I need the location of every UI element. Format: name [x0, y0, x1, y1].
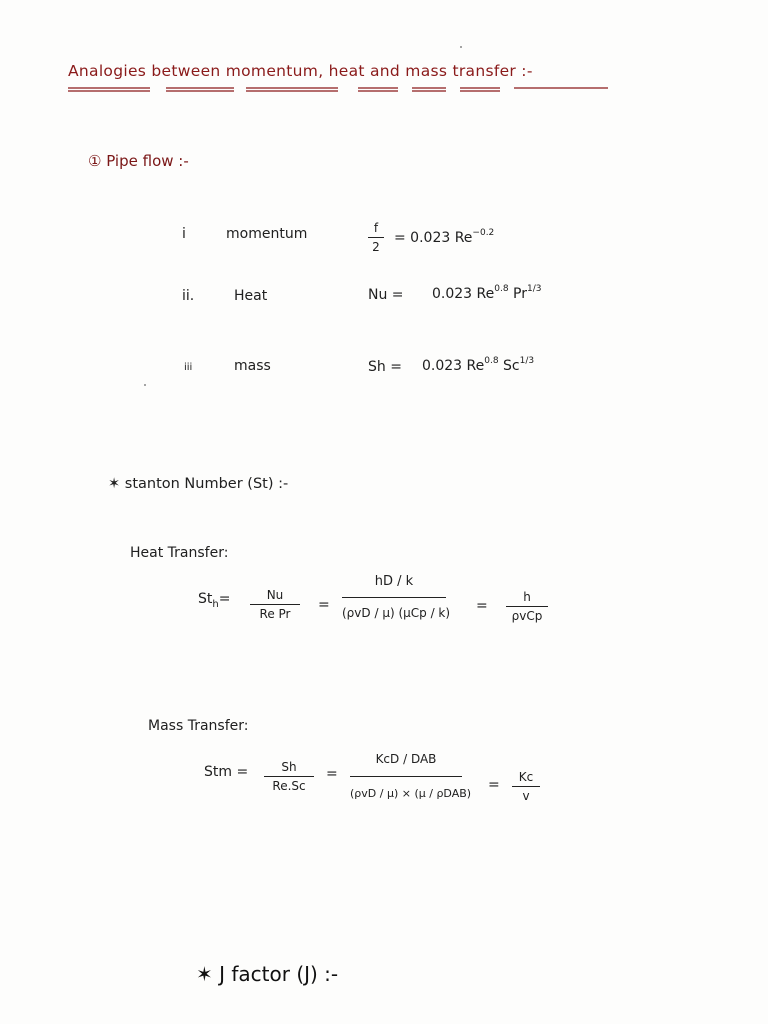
ink-dot: [460, 46, 462, 48]
nu-lhs: Nu =: [368, 287, 404, 303]
resc-denominator: Re.Sc: [272, 779, 306, 793]
stm-lhs: Stm =: [204, 764, 249, 780]
mass-transfer-label: Mass Transfer:: [148, 718, 249, 734]
f-over-2-fraction: [368, 221, 384, 254]
hd-over-k-fraction: [342, 574, 451, 620]
mass-sc-exponent: 1/3: [519, 356, 535, 366]
mass-equation: [422, 358, 534, 374]
st-h-lhs: [198, 591, 230, 610]
hd-k-numerator: hD / k: [374, 574, 414, 589]
sh-numerator: Sh: [281, 760, 297, 774]
stanton-number-heading: ✶ stanton Number (St) :-: [108, 476, 289, 492]
row-1-number: i: [182, 226, 186, 242]
fraction-bar: [512, 786, 540, 787]
nu-over-re-pr: [250, 588, 300, 621]
v-denominator: v: [522, 789, 530, 803]
h-numerator: h: [523, 590, 531, 604]
nu-numerator: Nu: [266, 588, 284, 602]
st-subscript: h: [212, 598, 219, 610]
st-equals: =: [218, 591, 231, 607]
j-factor-heading: ✶ J factor (J) :-: [196, 962, 339, 986]
st-symbol: St: [198, 591, 213, 607]
momentum-exponent: −0.2: [472, 228, 495, 238]
kcd-over-dab-fraction: [350, 752, 472, 800]
heat-pr: Pr: [513, 286, 527, 302]
kc-numerator: Kc: [518, 770, 534, 784]
h-over-rvcp: [506, 590, 548, 623]
rvd-dab-denominator: (ρvD / μ) × (μ / ρDAB): [350, 787, 472, 800]
fraction-bar: [368, 237, 384, 238]
heat-transfer-label: Heat Transfer:: [130, 545, 229, 561]
fraction-numerator: f: [373, 221, 379, 235]
title-underline: [68, 86, 608, 94]
ink-dot: [144, 384, 146, 386]
kc-over-v: [512, 770, 540, 803]
fraction-bar: [350, 776, 462, 777]
mass-eq-text: 0.023 Re: [422, 358, 485, 374]
sh-over-resc: [264, 760, 314, 793]
row-2-label: Heat: [234, 288, 268, 304]
page-title: Analogies between momentum, heat and mass transfer :-: [68, 62, 533, 80]
rvcp-denominator: ρvCp: [511, 609, 543, 623]
fraction-denominator: 2: [372, 240, 380, 254]
heat-pr-exponent: 1/3: [526, 284, 542, 294]
equals-sign: =: [326, 766, 338, 782]
re-pr-denominator: Re Pr: [259, 607, 291, 621]
fraction-bar: [264, 776, 314, 777]
fraction-bar: [250, 604, 300, 605]
row-2-number: ii.: [182, 288, 195, 304]
equals-sign: =: [476, 598, 488, 614]
momentum-eq-text: = 0.023 Re: [394, 230, 473, 246]
fraction-bar: [342, 597, 446, 598]
sh-lhs: Sh =: [368, 359, 402, 375]
kcd-dab-numerator: KcD / DAB: [375, 752, 437, 766]
equals-sign: =: [488, 777, 500, 793]
equals-sign: =: [318, 597, 330, 613]
mass-sc: Sc: [503, 358, 520, 374]
pipe-flow-heading: ① Pipe flow :-: [88, 152, 189, 170]
fraction-bar: [506, 606, 548, 607]
heat-re-exponent: 0.8: [494, 284, 509, 294]
rvd-ucp-denominator: (ρvD / μ) (μCp / k): [342, 606, 451, 620]
row-3-number: iii: [184, 362, 193, 373]
heat-eq-text: 0.023 Re: [432, 286, 495, 302]
heat-equation: [432, 286, 541, 302]
mass-re-exponent: 0.8: [484, 356, 499, 366]
row-1-label: momentum: [226, 226, 308, 242]
row-3-label: mass: [234, 358, 271, 374]
momentum-equation: [394, 230, 494, 246]
